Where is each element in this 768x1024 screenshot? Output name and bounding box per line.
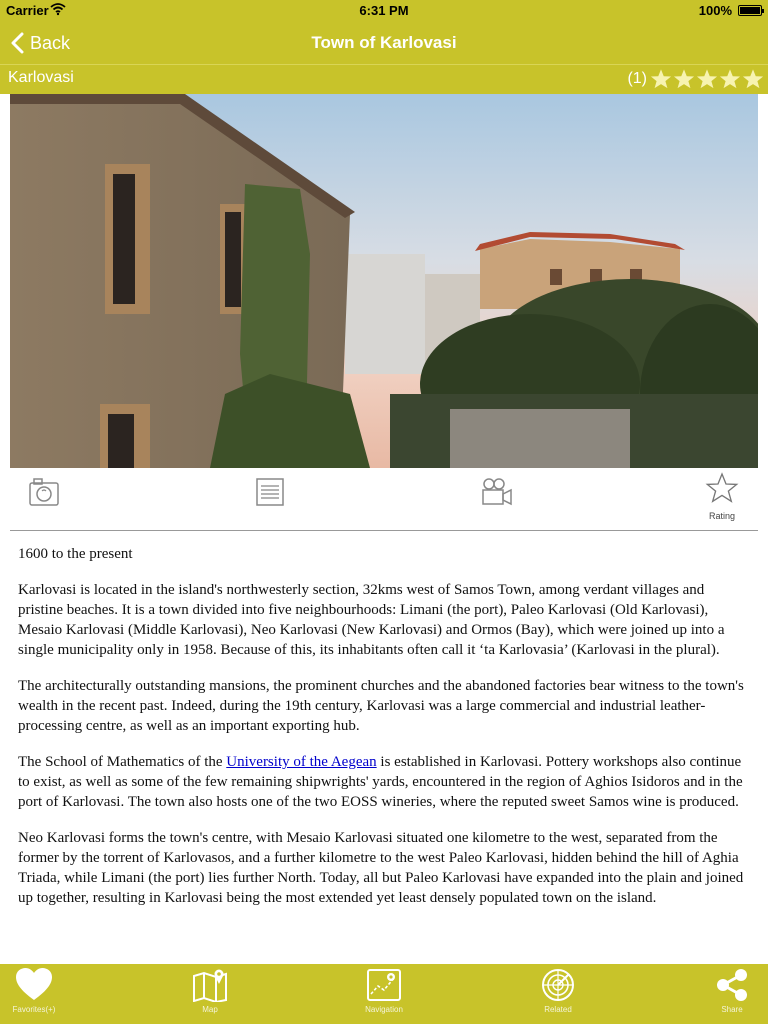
paragraph-neighbourhoods: Neo Karlovasi forms the town's centre, with Mesaio Karlovasi situated one kilometre to the west, separated from the former by the torrent of Karlovasos, and a further kilometre to the west Paleo Karlovasi, hidden behind the hill of Aghia Triada, while Limani (the port) lies further North. Today, all but Paleo Karlovasi have expanded into the plain and joined up together, resulting in Karlovasi being the most extended yet least densely populated town on the island.	[18, 830, 744, 906]
rating-label: Rating	[708, 511, 735, 521]
back-label: Back	[30, 32, 71, 53]
camera-icon	[28, 476, 60, 508]
navigation-bar	[0, 22, 768, 64]
star-icon	[719, 68, 741, 90]
star-icon	[650, 68, 672, 90]
paragraph-history: The architecturally outstanding mansions, the prominent churches and the abandoned factories bear witness to the town's wealth in the recent past. Indeed, during the 19th century, Karlovasi was a large commercial and industrial leather-processing centre, as well as an important exporting hub.	[18, 678, 744, 734]
period-text: 1600 to the present	[18, 546, 133, 562]
tab-label: Related	[544, 1005, 572, 1014]
photos-button[interactable]	[24, 472, 64, 512]
carrier-label: Carrier	[6, 3, 49, 18]
radar-icon	[540, 968, 576, 1002]
town-photo[interactable]	[10, 94, 758, 468]
paragraph-text: is established in Karlovasi. Pottery workshops also continue to exist, as well as some of the few remaining shipwrights' yards, encountered in the region of Aghios Isidoros and in the port of Karlovasi. The town also hosts one of the two EOSS wineries, where the reputed sweet Samos wine is produced.	[18, 754, 743, 810]
university-link[interactable]: University of the Aegean	[226, 754, 377, 770]
tab-label: Favorites(+)	[12, 1005, 56, 1014]
tab-share[interactable]	[692, 964, 768, 1024]
share-icon	[714, 968, 750, 1002]
tab-map[interactable]	[170, 964, 250, 1024]
battery-icon	[738, 5, 762, 16]
video-button[interactable]	[476, 472, 516, 512]
place-name: Karlovasi	[8, 69, 74, 86]
status-bar	[0, 0, 768, 22]
heart-icon	[16, 968, 52, 1002]
paragraph-university	[18, 752, 752, 812]
map-icon	[192, 968, 228, 1002]
tab-bar	[0, 964, 768, 1024]
navigation-icon	[366, 968, 402, 1002]
rate-button[interactable]	[702, 472, 742, 521]
paragraph-intro: Karlovasi is located in the island's northwesterly section, 32kms west of Samos Town, among verdant villages and pristine beaches. It is a town divided into five neighbourhoods: Limani (the port), Paleo Karlovasi (Old Karlovasi), Mesaio Karlovasi (Middle Karlovasi), Neo Karlovasi (New Karlovasi) and Ormos (Bay), which were joined up into a single municipality only in 1958. Because of this, its inhabitants often call it ‘ta Karlovasia’ (Karlovasi in the plural).	[18, 582, 725, 658]
article-body	[18, 544, 752, 958]
star-outline-icon	[705, 472, 739, 504]
tab-label: Navigation	[365, 1005, 403, 1014]
tab-favorites[interactable]	[0, 964, 74, 1024]
media-toolbar	[10, 468, 758, 528]
rating-summary	[627, 68, 764, 90]
divider	[10, 530, 758, 531]
paragraph-text: The School of Mathematics of the	[18, 754, 227, 770]
tab-label: Share	[721, 1005, 743, 1014]
place-header	[0, 64, 768, 94]
star-icon	[696, 68, 718, 90]
tab-related[interactable]	[518, 964, 598, 1024]
star-icon	[742, 68, 764, 90]
document-icon	[254, 476, 286, 508]
star-icon	[673, 68, 695, 90]
tab-label: Map	[202, 1005, 218, 1014]
page-title: Town of Karlovasi	[311, 33, 457, 52]
rating-count: (1)	[627, 70, 647, 87]
clock: 6:31 PM	[359, 3, 409, 18]
battery-percent: 100%	[698, 3, 732, 18]
video-camera-icon	[479, 476, 513, 508]
text-button[interactable]	[250, 472, 290, 512]
tab-navigation[interactable]	[344, 964, 424, 1024]
